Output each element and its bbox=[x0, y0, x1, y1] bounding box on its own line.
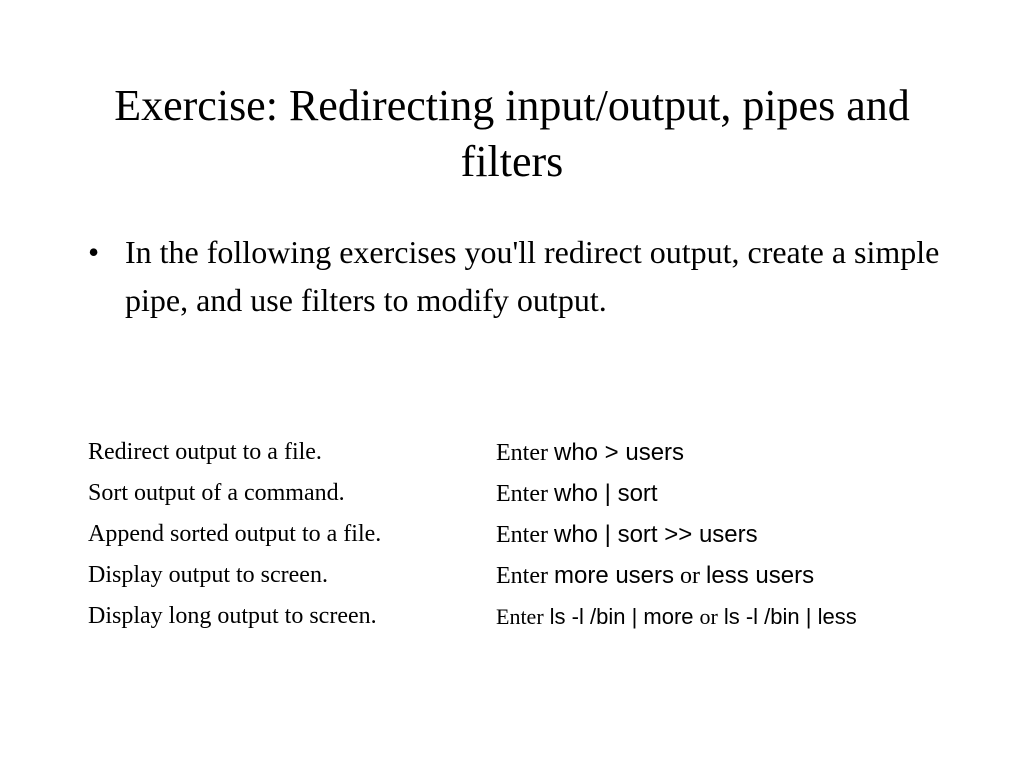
enter-word: Enter bbox=[496, 522, 548, 548]
alt-command-text: less users bbox=[706, 562, 815, 589]
bullet-icon: • bbox=[88, 234, 100, 270]
exercise-table bbox=[88, 432, 988, 637]
command-text: more users bbox=[553, 562, 675, 589]
alt-command-text: ls -l /bin | less bbox=[723, 604, 857, 629]
exercise-task: Sort output of a command. bbox=[88, 480, 345, 506]
or-word: or bbox=[699, 604, 718, 629]
exercise-task: Redirect output to a file. bbox=[88, 439, 322, 465]
exercise-instruction bbox=[496, 473, 658, 515]
bullet-text: In the following exercises you'll redirect output, create a simple pipe, and use filters to modify output. bbox=[125, 234, 940, 318]
exercise-instruction bbox=[496, 432, 684, 474]
exercise-row bbox=[88, 596, 988, 637]
command-text: ls -l /bin | more bbox=[549, 604, 694, 629]
exercise-row bbox=[88, 473, 988, 514]
bullet-item bbox=[88, 228, 948, 324]
command-text: who | sort >> users bbox=[553, 521, 758, 548]
bullet-list bbox=[88, 228, 948, 324]
enter-word: Enter bbox=[496, 563, 548, 589]
exercise-row bbox=[88, 555, 988, 596]
command-text: who | sort bbox=[553, 480, 658, 507]
exercise-task: Append sorted output to a file. bbox=[88, 521, 382, 547]
exercise-task: Display long output to screen. bbox=[88, 603, 377, 629]
exercise-task: Display output to screen. bbox=[88, 562, 328, 588]
or-word: or bbox=[680, 563, 701, 589]
exercise-row bbox=[88, 432, 988, 473]
enter-word: Enter bbox=[496, 604, 544, 629]
exercise-instruction bbox=[496, 514, 758, 556]
enter-word: Enter bbox=[496, 440, 548, 466]
exercise-row bbox=[88, 514, 988, 555]
slide-title: Exercise: Redirecting input/output, pipes and filters bbox=[114, 81, 910, 186]
exercise-instruction bbox=[496, 596, 857, 638]
exercise-instruction bbox=[496, 555, 814, 597]
command-text: who > users bbox=[553, 439, 685, 466]
enter-word: Enter bbox=[496, 481, 548, 507]
